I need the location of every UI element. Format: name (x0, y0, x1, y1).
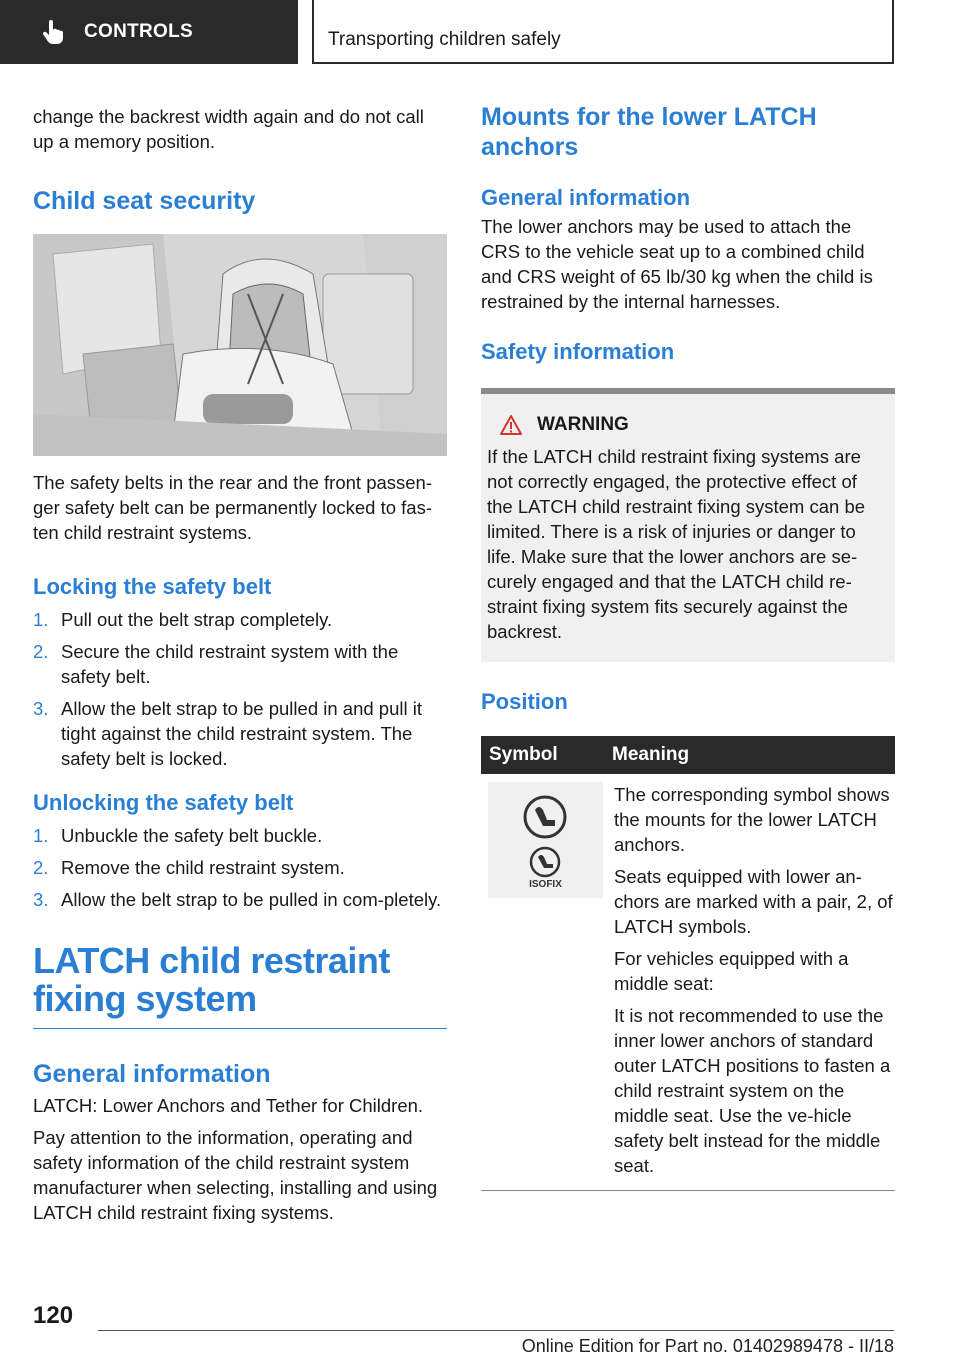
symbol-table (481, 736, 895, 1186)
mounts-heading: Mounts for the lower LATCH anchors (481, 103, 817, 161)
list-item: 2. Secure the child restraint system with the safety belt. (33, 641, 399, 687)
general-info-heading-left: General information (33, 1060, 271, 1088)
child-seat-photo (33, 234, 447, 456)
latch-heading: LATCH child restraint fixing system (33, 940, 390, 1019)
table-header-row (481, 736, 895, 774)
warning-triangle-icon (499, 414, 523, 436)
meaning-paragraph: It is not recommended to use the inner lower anchors of standard outer LATCH positions to fasten a child restraint system on the middle seat. Use the ve-hicle safety belt instead for the middle seat. (614, 1005, 891, 1176)
col-meaning-header: Meaning (604, 736, 895, 774)
left-column (33, 96, 447, 1225)
col-symbol-header: Symbol (481, 736, 604, 774)
meaning-cell (604, 774, 895, 1186)
section-tab (0, 0, 298, 64)
general-info-text: The lower anchors may be used to attach the CRS to the vehicle seat up to a combined child and CRS weight of 65 lb/30 kg when the child is restrained by the internal harnesses. (481, 216, 873, 312)
page-header (0, 0, 960, 66)
hand-pointer-icon (42, 20, 64, 44)
intro-text: change the backrest width again and do not call up a memory position. (33, 106, 424, 152)
footer-divider (98, 1330, 894, 1331)
page-number: 120 (33, 1302, 74, 1329)
latch-attention-text: Pay attention to the information, operating and safety information of the child restraint system manufacturer when selecting, installing and using LATCH child restraint fixing systems. (33, 1127, 438, 1223)
locking-heading: Locking the safety belt (33, 574, 272, 599)
isofix-symbol-box (488, 782, 603, 898)
unlocking-steps (33, 823, 447, 912)
section-label: CONTROLS (84, 21, 194, 42)
locking-steps (33, 607, 447, 771)
meaning-paragraph: For vehicles equipped with a middle seat: (614, 948, 849, 994)
position-heading: Position (481, 689, 568, 714)
heading-divider (33, 1028, 447, 1029)
chapter-title: Transporting children safely (328, 29, 561, 50)
child-seat-heading: Child seat security (33, 187, 256, 215)
warning-text: If the LATCH child restraint fixing systems are not correctly engaged, the protective effect of the LATCH child restraint fixing system can be limited. There is a risk of injuries or danger to life. Make sure that the lower anchors are se-curely engaged and that the LATCH child re-straint fixing system fits securely against the backrest. (487, 446, 866, 642)
safety-info-heading: Safety information (481, 339, 675, 364)
list-item: 3. Allow the belt strap to be pulled in and pull it tight against the child restraint system. The safety belt is locked. (33, 698, 422, 769)
photo-caption: The safety belts in the rear and the front passen-ger safety belt can be permanently locked to fas-ten child restraint systems. (33, 472, 433, 543)
list-item: 3. Allow the belt strap to be pulled in com-pletely. (33, 889, 442, 910)
meaning-paragraph: The corresponding symbol shows the mounts for the lower LATCH anchors. (614, 784, 890, 855)
symbol-cell (481, 774, 604, 1186)
right-column (481, 96, 895, 1191)
unlocking-heading: Unlocking the safety belt (33, 790, 294, 815)
list-item: 1. Unbuckle the safety belt buckle. (33, 825, 323, 846)
meaning-paragraph: Seats equipped with lower an-chors are marked with a pair, 2, of LATCH symbols. (614, 866, 893, 937)
warning-box (481, 388, 895, 662)
table-row (481, 774, 895, 1186)
general-info-heading-right: General information (481, 185, 691, 210)
chapter-title-box (312, 0, 894, 64)
table-bottom-rule (481, 1190, 895, 1191)
list-item: 1. Pull out the belt strap completely. (33, 609, 333, 630)
warning-title-row (487, 414, 887, 436)
warning-title: WARNING (537, 414, 629, 435)
child-seat-illustration (33, 234, 447, 456)
isofix-label: ISOFIX (529, 879, 562, 890)
list-item: 2. Remove the child restraint system. (33, 857, 345, 878)
edition-text: Online Edition for Part no. 01402989478 - II/18 (521, 1336, 894, 1356)
latch-definition: LATCH: Lower Anchors and Tether for Children. (33, 1095, 424, 1116)
